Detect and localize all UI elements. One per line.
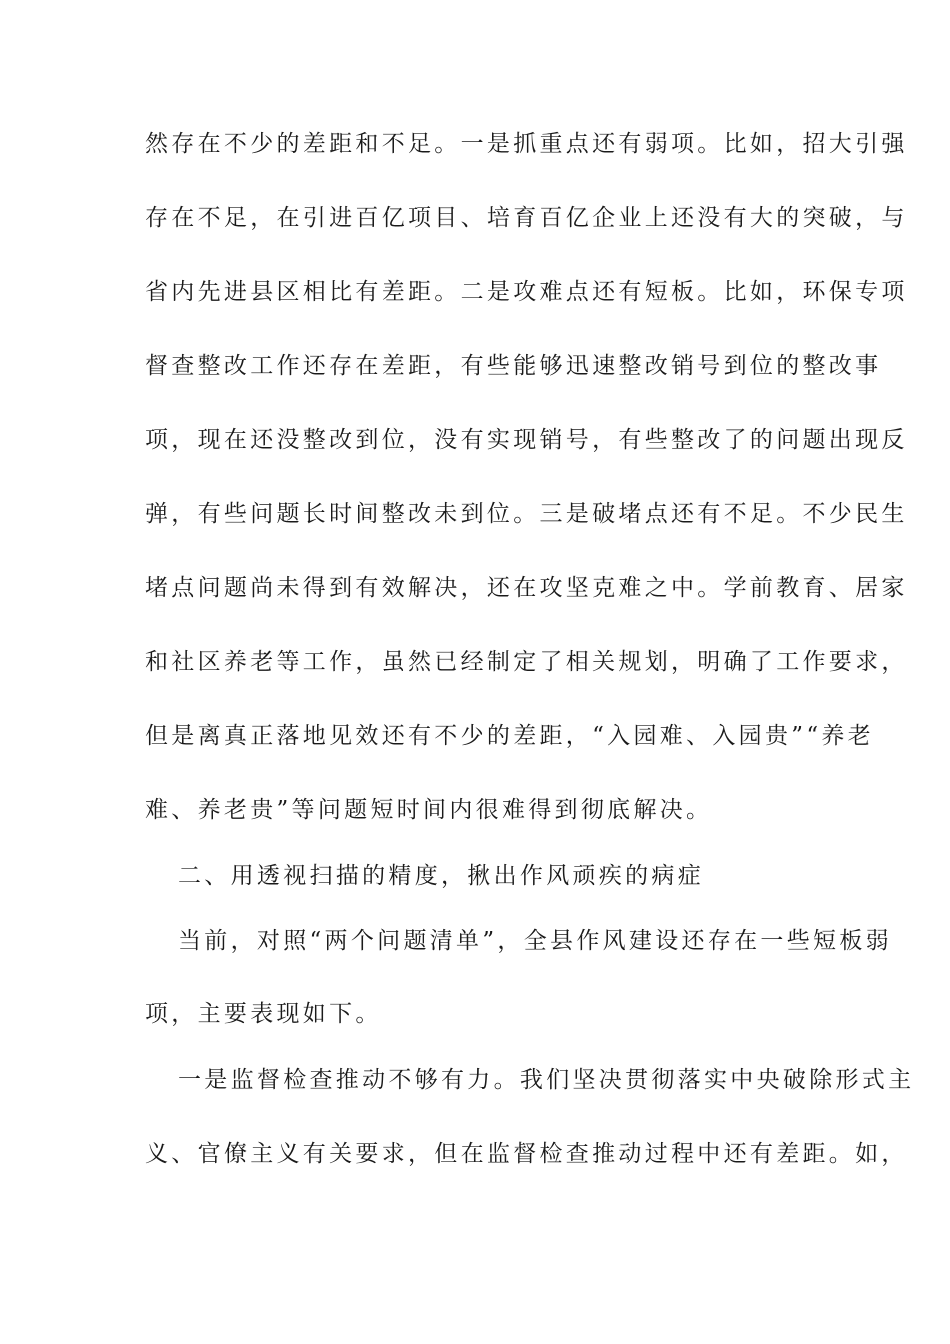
text-line: 难、养老贵”等问题短时间内很难得到彻底解决。 <box>145 797 713 823</box>
text-line: 堵点问题尚未得到有效解决，还在攻坚克难之中。学前教育、居家 <box>145 575 908 601</box>
text-line: 当前，对照“两个问题清单”，全县作风建设还存在一些短板弱 <box>178 928 892 954</box>
section-heading: 二、用透视扫描的精度，揪出作风顽疾的病症 <box>178 863 704 889</box>
text-line: 一是监督检查推动不够有力。我们坚决贯彻落实中央破除形式主 <box>178 1067 915 1093</box>
text-line: 义、官僚主义有关要求，但在监督检查推动过程中还有差距。如， <box>145 1141 908 1167</box>
text-line: 省内先进县区相比有差距。二是攻难点还有短板。比如，环保专项 <box>145 279 908 305</box>
text-line: 项，现在还没整改到位，没有实现销号，有些整改了的问题出现反 <box>145 427 908 453</box>
text-line: 督查整改工作还存在差距，有些能够迅速整改销号到位的整改事 <box>145 353 882 379</box>
text-line: 弹，有些问题长时间整改未到位。三是破堵点还有不足。不少民生 <box>145 501 908 527</box>
text-line: 和社区养老等工作，虽然已经制定了相关规划，明确了工作要求， <box>145 649 908 675</box>
text-line: 然存在不少的差距和不足。一是抓重点还有弱项。比如，招大引强 <box>145 131 908 157</box>
text-line: 但是离真正落地见效还有不少的差距，“入园难、入园贵”“养老 <box>145 723 874 749</box>
text-line: 存在不足，在引进百亿项目、培育百亿企业上还没有大的突破，与 <box>145 205 908 231</box>
text-line: 项，主要表现如下。 <box>145 1001 382 1027</box>
